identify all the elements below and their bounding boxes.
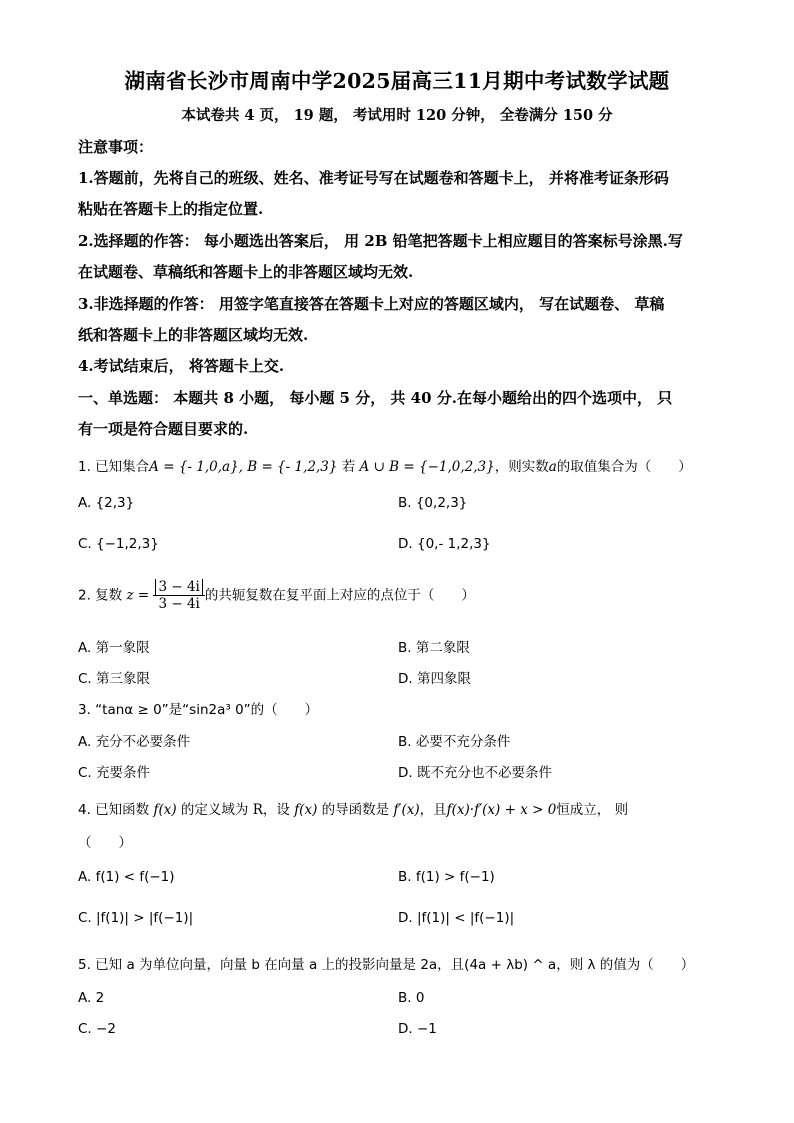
notice-item-1-line-2: 粘贴在答题卡上的指定位置. — [78, 200, 264, 218]
exam-info: 本试卷共 4 页， 19 题， 考试用时 120 分钟， 全卷满分 150 分 — [181, 107, 613, 124]
set-a: A = {- 1,0,a} — [149, 459, 239, 475]
question-2-option-b: B. 第二象限 — [398, 640, 470, 656]
function-f: f(x) — [153, 802, 177, 818]
question-5-option-c: C. −2 — [78, 1021, 116, 1037]
question-2-tail: 的共轭复数在复平面上对应的点位于（ ） — [204, 587, 475, 604]
question-5-stem: 5. 已知 a 为单位向量，向量 b 在向量 a 上的投影向量是 2a，且(4a + λb) ^ a，则 λ 的值为（ ） — [78, 957, 695, 973]
question-4-part-6: 恒成立， 则 — [556, 802, 629, 818]
notice-item-3-line-1: 3.非选择题的作答： 用签字笔直接答在答题卡上对应的答题区域内， 写在试题卷、 草稿 — [78, 295, 665, 313]
question-4-option-a: A. f(1) < f(−1) — [78, 869, 175, 885]
page-title: 湖南省长沙市周南中学2025届高三11月期中考试数学试题 — [124, 69, 670, 93]
notice-item-4: 4.考试结束后， 将答题卡上交. — [78, 357, 285, 375]
notice-item-2-line-1: 2.选择题的作答： 每小题选出答案后， 用 2B 铅笔把答题卡上相应题目的答案标号涂黑.写 — [78, 232, 683, 250]
question-1-ruo: 若 — [337, 459, 360, 475]
question-3-option-a: A. 充分不必要条件 — [78, 734, 191, 750]
section-1-line-1: 一、单选题： 本题共 8 小题， 每小题 5 分， 共 40 分.在每小题给出的四个选项中， 只 — [78, 389, 673, 407]
question-3-stem: 3. “tanα ≥ 0”是“sin2a³ 0”的（ ） — [78, 702, 319, 718]
question-1-option-a: A. {2,3} — [78, 495, 135, 511]
question-4-stem — [78, 798, 628, 818]
question-5-option-b: B. 0 — [398, 990, 425, 1006]
question-1-option-c: C. {−1,2,3} — [78, 536, 159, 552]
question-4-part-3: ，设 — [262, 802, 290, 818]
real-set: R — [252, 802, 263, 818]
question-4-part-1: 4. 已知函数 — [78, 802, 150, 818]
complex-fraction — [153, 579, 204, 612]
question-1-suffix: ，则实数 — [494, 459, 549, 475]
condition: f(x)·f′(x) + x > 0 — [446, 802, 557, 818]
question-3-option-c: C. 充要条件 — [78, 765, 151, 781]
complex-z: z = — [126, 587, 150, 604]
question-2-option-d: D. 第四象限 — [398, 671, 471, 687]
union-expression: A ∪ B = {−1,0,2,3} — [359, 459, 495, 475]
question-2-stem — [78, 579, 475, 612]
question-4-part-4: 的导函数是 — [321, 802, 390, 818]
question-5-option-d: D. −1 — [398, 1021, 437, 1037]
fraction-numerator: 3 − 4i — [155, 579, 202, 595]
question-4-option-b: B. f(1) > f(−1) — [398, 869, 495, 885]
set-b: , B = {- 1,2,3} — [238, 459, 338, 475]
question-3-option-b: B. 必要不充分条件 — [398, 734, 511, 750]
question-1-option-d: D. {0,- 1,2,3} — [398, 536, 491, 552]
question-1-option-b: B. {0,2,3} — [398, 495, 468, 511]
question-4-part-2: 的定义域为 — [180, 802, 249, 818]
notice-item-1-line-1: 1.答题前，先将自己的班级、姓名、准考证号写在试题卷和答题卡上， 并将准考证条形码 — [78, 169, 669, 187]
function-f-2: f(x) — [294, 802, 318, 818]
question-5-option-a: A. 2 — [78, 990, 105, 1006]
question-2-option-a: A. 第一象限 — [78, 640, 150, 656]
notice-item-3-line-2: 纸和答题卡上的非答题区域均无效. — [78, 326, 309, 344]
question-1-stem — [78, 455, 692, 475]
variable-a: a — [548, 459, 557, 475]
fraction-denominator: 3 − 4i — [158, 596, 200, 612]
derivative: f′(x) — [393, 802, 420, 818]
question-2-prefix: 2. 复数 — [78, 587, 123, 604]
question-3-option-d: D. 既不充分也不必要条件 — [398, 765, 552, 781]
question-2-option-c: C. 第三象限 — [78, 671, 151, 687]
notice-heading: 注意事项： — [78, 138, 154, 156]
section-1-line-2: 有一项是符合题目要求的. — [78, 420, 249, 438]
question-4-option-d: D. |f(1)| < |f(−1)| — [398, 910, 515, 926]
question-4-option-c: C. |f(1)| > |f(−1)| — [78, 910, 194, 926]
notice-item-2-line-2: 在试题卷、草稿纸和答题卡上的非答题区域均无效. — [78, 263, 414, 281]
question-1-prefix: 1. 已知集合 — [78, 459, 150, 475]
question-4-part-5: ，且 — [419, 802, 447, 818]
question-4-paren: （ ） — [78, 835, 132, 851]
question-1-tail: 的取值集合为（ ） — [556, 459, 692, 475]
